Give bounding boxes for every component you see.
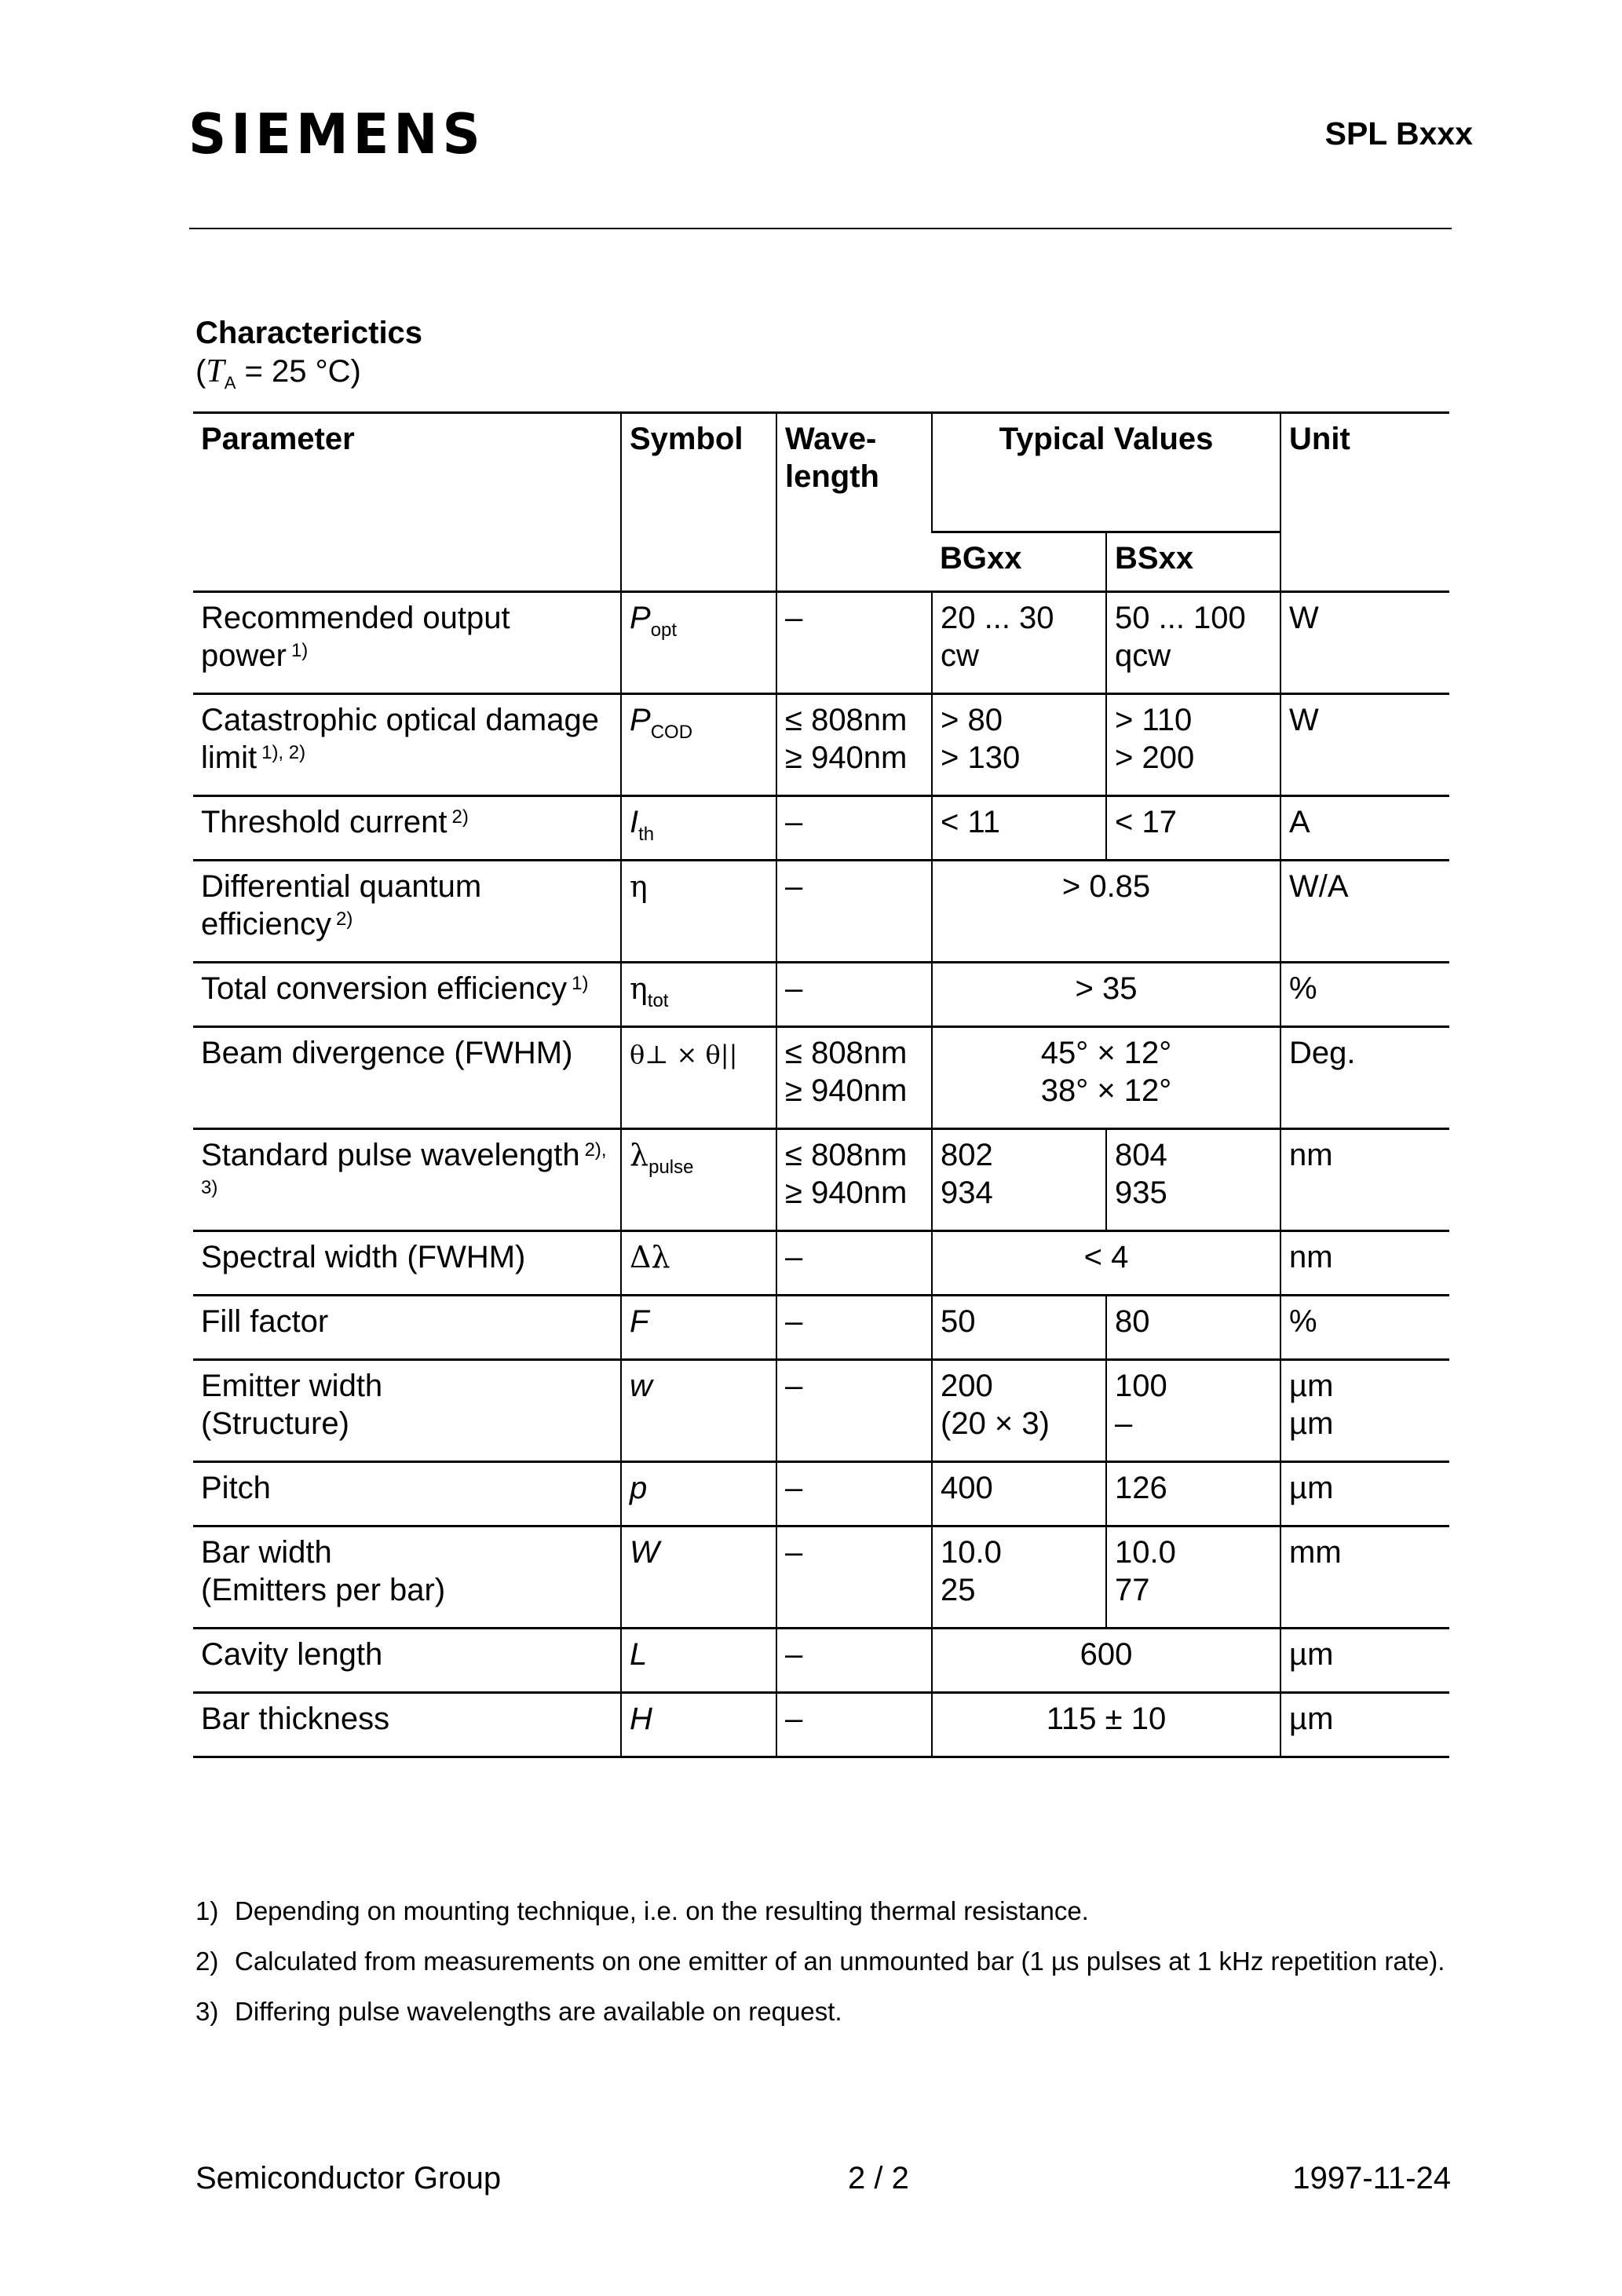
cell-wavelength: –: [776, 1462, 932, 1526]
cell-parameter: Catastrophic optical damage limit $^{1), 2)}$: [193, 694, 621, 796]
cell-symbol: $\lambda_{pulse}$: [621, 1129, 776, 1231]
cell-bgxx: 200 (20 × 3): [932, 1360, 1106, 1462]
cell-symbol: F: [621, 1296, 776, 1360]
header-symbol: Symbol: [621, 413, 776, 592]
document-id: SPL Bxxx: [1324, 115, 1473, 152]
cell-parameter: Fill factor: [193, 1296, 621, 1360]
cell-wavelength: –: [776, 1231, 932, 1296]
cell-symbol: $P_{opt}$: [621, 592, 776, 694]
footnote: 2) Calculated from measurements on one emitter of an unmounted bar (1 µs pulses at 1 kHz repetition rate).: [195, 1947, 1445, 1976]
header-bgxx: BGxx: [932, 532, 1106, 592]
footer-page-number: 2 / 2: [848, 2161, 909, 2195]
cell-typical: 115 ± 10: [932, 1693, 1280, 1757]
cell-bsxx: 804 935: [1106, 1129, 1280, 1231]
cell-bsxx: 126: [1106, 1462, 1280, 1526]
cell-bsxx: 80: [1106, 1296, 1280, 1360]
cell-typical: < 4: [932, 1231, 1280, 1296]
cell-symbol: H: [621, 1693, 776, 1757]
cell-wavelength: ≤ 808nm ≥ 940nm: [776, 1129, 932, 1231]
cell-bgxx: 10.0 25: [932, 1526, 1106, 1629]
cell-unit: Deg.: [1280, 1027, 1449, 1129]
footer-company: Semiconductor Group: [195, 2161, 502, 2195]
cell-symbol: η: [621, 861, 776, 963]
header-parameter: Parameter: [193, 413, 621, 592]
cell-parameter: Emitter width (Structure): [193, 1360, 621, 1462]
table-row: [193, 694, 1449, 796]
table-row: [193, 861, 1449, 963]
cell-unit: nm: [1280, 1129, 1449, 1231]
siemens-logo: SIEMENS: [188, 101, 485, 166]
cell-symbol: w: [621, 1360, 776, 1462]
cell-bgxx: 50: [932, 1296, 1106, 1360]
cell-typical: 600: [932, 1629, 1280, 1693]
cell-parameter: Pitch: [193, 1462, 621, 1526]
cell-symbol: $I_{th}$: [621, 796, 776, 861]
footer-date: 1997-11-24: [1292, 2161, 1451, 2195]
cell-unit: A: [1280, 796, 1449, 861]
table-row: [193, 1693, 1449, 1757]
table-row: [193, 592, 1449, 694]
cell-wavelength: ≤ 808nm ≥ 940nm: [776, 694, 932, 796]
cell-unit: W: [1280, 694, 1449, 796]
cell-bsxx: < 17: [1106, 796, 1280, 861]
footnote: 3) Differing pulse wavelengths are available on request.: [195, 1997, 842, 2026]
cell-unit: µm: [1280, 1693, 1449, 1757]
cell-wavelength: –: [776, 1629, 932, 1693]
cell-bgxx: < 11: [932, 796, 1106, 861]
table-row: [193, 1231, 1449, 1296]
table-header-row: [193, 413, 1449, 532]
cell-wavelength: ≤ 808nm ≥ 940nm: [776, 1027, 932, 1129]
table-row: [193, 963, 1449, 1027]
cell-unit: %: [1280, 1296, 1449, 1360]
table-row: [193, 1129, 1449, 1231]
cell-bsxx: 10.0 77: [1106, 1526, 1280, 1629]
cell-parameter: Recommended output power $^{1)}$: [193, 592, 621, 694]
section-title: Characterictics: [195, 316, 423, 350]
table-row: [193, 1027, 1449, 1129]
header-wavelength: Wave- length: [776, 413, 932, 592]
cell-symbol: $P_{COD}$: [621, 694, 776, 796]
cell-symbol: W: [621, 1526, 776, 1629]
cell-bgxx: 400: [932, 1462, 1106, 1526]
condition-variable: T: [206, 353, 225, 389]
cell-symbol: Δλ: [621, 1231, 776, 1296]
cell-wavelength: –: [776, 1296, 932, 1360]
cell-parameter: Spectral width (FWHM): [193, 1231, 621, 1296]
cell-symbol: p: [621, 1462, 776, 1526]
footnotes: [195, 1894, 1452, 2045]
cell-parameter: Threshold current $^{2)}$: [193, 796, 621, 861]
cell-wavelength: –: [776, 963, 932, 1027]
characteristics-table: [193, 411, 1449, 1758]
cell-bsxx: > 110 > 200: [1106, 694, 1280, 796]
cell-wavelength: –: [776, 1526, 932, 1629]
table-row: [193, 1462, 1449, 1526]
cell-parameter: Standard pulse wavelength $^{2), 3)}$: [193, 1129, 621, 1231]
cell-parameter: Differential quantum efficiency $^{2)}$: [193, 861, 621, 963]
cell-wavelength: –: [776, 592, 932, 694]
cell-typical: 45° × 12° 38° × 12°: [932, 1027, 1280, 1129]
cell-unit: W: [1280, 592, 1449, 694]
cell-unit: µm: [1280, 1462, 1449, 1526]
section-condition: ($T_A = 25$ °C): [195, 353, 361, 393]
cell-symbol: θ⊥ × θ||: [621, 1027, 776, 1129]
cell-parameter: Bar thickness: [193, 1693, 621, 1757]
cell-unit: %: [1280, 963, 1449, 1027]
footnote: 1) Depending on mounting technique, i.e. on the resulting thermal resistance.: [195, 1896, 1089, 1925]
table-row: [193, 1526, 1449, 1629]
cell-bgxx: 20 ... 30 cw: [932, 592, 1106, 694]
cell-symbol: L: [621, 1629, 776, 1693]
cell-wavelength: –: [776, 861, 932, 963]
cell-bgxx: > 80 > 130: [932, 694, 1106, 796]
table-row: [193, 1360, 1449, 1462]
cell-unit: W/A: [1280, 861, 1449, 963]
cell-typical: > 35: [932, 963, 1280, 1027]
table-row: [193, 1296, 1449, 1360]
cell-bsxx: 50 ... 100 qcw: [1106, 592, 1280, 694]
cell-wavelength: –: [776, 1360, 932, 1462]
table-row: [193, 1629, 1449, 1693]
cell-symbol: $\eta_{tot}$: [621, 963, 776, 1027]
header-bsxx: BSxx: [1106, 532, 1280, 592]
cell-unit: µm µm: [1280, 1360, 1449, 1462]
cell-typical: > 0.85: [932, 861, 1280, 963]
header-unit: Unit: [1280, 413, 1449, 592]
cell-unit: µm: [1280, 1629, 1449, 1693]
cell-bgxx: 802 934: [932, 1129, 1106, 1231]
cell-parameter: Beam divergence (FWHM): [193, 1027, 621, 1129]
cell-wavelength: –: [776, 796, 932, 861]
cell-parameter: Cavity length: [193, 1629, 621, 1693]
cell-unit: mm: [1280, 1526, 1449, 1629]
cell-bsxx: 100 –: [1106, 1360, 1280, 1462]
cell-unit: nm: [1280, 1231, 1449, 1296]
cell-parameter: Total conversion efficiency $^{1)}$: [193, 963, 621, 1027]
table-row: [193, 796, 1449, 861]
header-divider: [189, 228, 1452, 229]
cell-wavelength: –: [776, 1693, 932, 1757]
header-typical-values: Typical Values: [932, 413, 1280, 532]
cell-parameter: Bar width (Emitters per bar): [193, 1526, 621, 1629]
